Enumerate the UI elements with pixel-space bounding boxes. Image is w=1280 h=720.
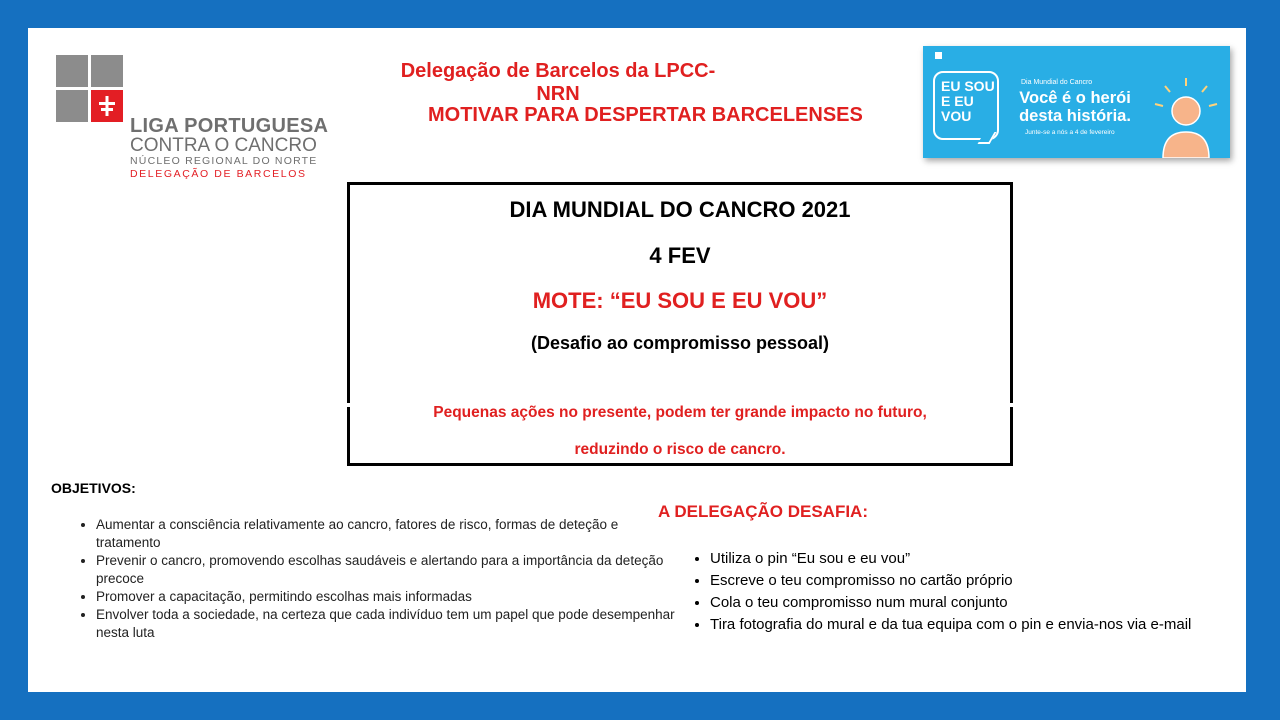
logo-line-4: DELEGAÇÃO DE BARCELOS [130, 168, 307, 180]
event-motto: MOTE: “EU SOU E EU VOU” [532, 288, 828, 313]
lpcc-logo [56, 55, 329, 180]
cross-emblem-icon [91, 90, 123, 122]
header-title: Delegação de Barcelos da LPCC-NRN [400, 60, 716, 105]
logo-line-1: LIGA PORTUGUESA [130, 115, 329, 137]
challenge-list [684, 548, 1270, 636]
list-item: • Escreve o teu compromisso no cartão próprio [710, 570, 1270, 592]
list-item: • Tira fotografia do mural e da tua equipa com o pin e envia-nos via e-mail [710, 614, 1270, 636]
campaign-banner [923, 46, 1230, 158]
list-item: • Utiliza o pin “Eu sou e eu vou” [710, 548, 1270, 570]
event-date: 4 FEV [649, 243, 711, 268]
banner-event-name: Dia Mundial do Cancro [1021, 79, 1093, 86]
list-item: • Cola o teu compromisso num mural conjunto [710, 592, 1270, 614]
objectives-list [68, 516, 676, 642]
banner-hero-text: Você é o herói desta história. [1019, 89, 1131, 125]
event-box [347, 182, 1013, 466]
header-subtitle: MOTIVAR PARA DESPERTAR BARCELENSES [428, 104, 863, 126]
event-title: DIA MUNDIAL DO CANCRO 2021 [509, 197, 851, 222]
slide [28, 28, 1246, 692]
list-item: • Promover a capacitação, permitindo escolhas mais informadas [96, 588, 676, 606]
list-item: • Prevenir o cancro, promovendo escolhas saudáveis e alertando para a importância da deteção precoce [96, 552, 676, 588]
list-item: • Envolver toda a sociedade, na certeza que cada indivíduo tem um papel que pode desempenhar nesta luta [96, 606, 676, 642]
banner-subtext: Junte-se a nós a 4 de fevereiro [1025, 129, 1115, 136]
logo-line-2: CONTRA O CANCRO [130, 135, 317, 156]
logo-line-3: NÚCLEO REGIONAL DO NORTE [130, 155, 318, 167]
logo-square-icon [91, 55, 123, 87]
objectives-title: OBJETIVOS: [51, 480, 136, 496]
speech-bubble [933, 71, 999, 140]
event-message-line-2: reduzindo o risco de cancro. [574, 441, 786, 458]
event-challenge-note: (Desafio ao compromisso pessoal) [530, 333, 830, 353]
logo-square-icon [56, 90, 88, 122]
event-message-line-1: Pequenas ações no presente, podem ter grande impacto no futuro, [433, 404, 927, 421]
logo-square-icon [56, 55, 88, 87]
person-illustration-icon [1151, 76, 1221, 158]
bubble-text: EU SOU E EU VOU [941, 78, 995, 124]
banner-logo [935, 52, 944, 59]
challenge-title: A DELEGAÇÃO DESAFIA: [658, 502, 868, 521]
list-item: • Aumentar a consciência relativamente ao cancro, fatores de risco, formas de deteção e tratamento [96, 516, 676, 552]
